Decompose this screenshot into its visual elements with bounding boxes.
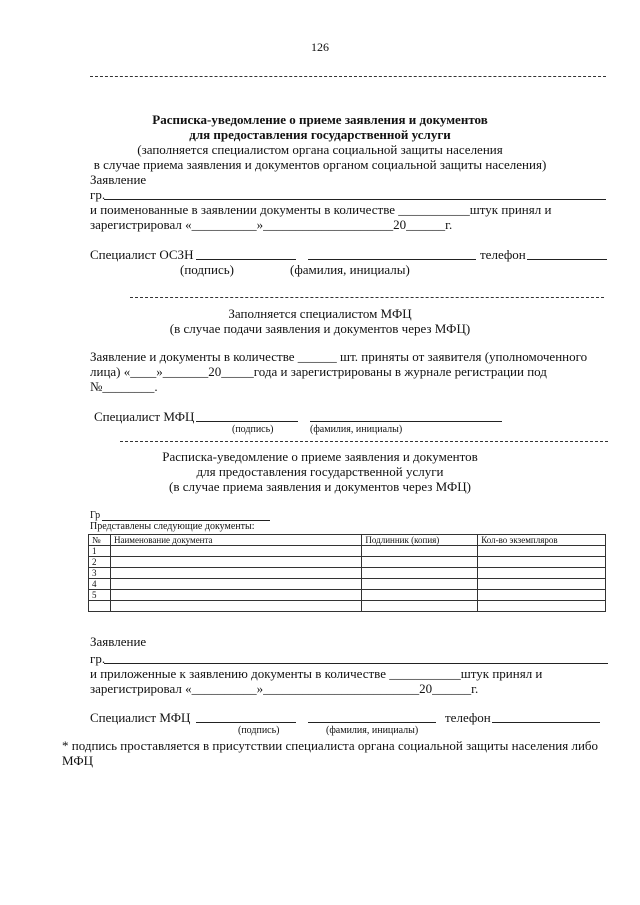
section1-subtitle-line2: в случае приема заявления и документов органом социальной защиты населения) <box>93 157 547 172</box>
section1-name-field <box>308 259 476 260</box>
cell-document-name[interactable] <box>110 557 361 568</box>
section1-specialist-label: Специалист ОСЗН <box>90 247 194 262</box>
section1-statement-label: Заявление <box>90 172 147 187</box>
section3-signature-field <box>196 722 296 723</box>
footnote-line1: * подпись проставляется в присутствии специалиста органа социальной защиты населения либо <box>62 738 599 753</box>
section1-docs-line: и поименованные в заявлении документы в количестве ___________штук принял и <box>90 202 552 217</box>
section1-title-line1: Расписка-уведомление о приеме заявления и документов <box>152 112 488 127</box>
cell-document-name[interactable] <box>110 601 361 612</box>
cell-document-name[interactable] <box>110 568 361 579</box>
cell-copies-count[interactable] <box>478 590 606 601</box>
section1-applicant-field <box>104 199 606 200</box>
section2-signature-field <box>196 421 298 422</box>
cut-line <box>130 297 604 298</box>
table-row <box>89 601 606 612</box>
cell-number: 1 <box>89 546 111 557</box>
section1-gr-label: гр. <box>90 187 106 202</box>
cut-line <box>90 76 606 77</box>
cell-number: 2 <box>89 557 111 568</box>
cell-original-copy[interactable] <box>362 557 478 568</box>
section3-phone-field <box>492 722 600 723</box>
cell-document-name[interactable] <box>110 579 361 590</box>
table-header-row <box>89 535 606 546</box>
section3-title-line1: Расписка-уведомление о приеме заявления и документов <box>162 449 478 464</box>
cell-original-copy[interactable] <box>362 590 478 601</box>
section3-statement-label: Заявление <box>90 634 147 649</box>
section1-title-line2: для предоставления государственной услуги <box>189 127 451 142</box>
section1-subtitle-line1: (заполняется специалистом органа социальной защиты населения <box>137 142 503 157</box>
footnote-line2: МФЦ <box>62 753 94 768</box>
cell-original-copy[interactable] <box>362 546 478 557</box>
table-row <box>89 546 606 557</box>
section3-presented-label: Представлены следующие документы: <box>90 521 255 532</box>
section3-applicant-field-2 <box>104 663 608 664</box>
section2-sign-caption: (подпись) <box>232 424 274 435</box>
documents-table <box>88 534 606 612</box>
cell-number: 3 <box>89 568 111 579</box>
section3-sign-caption: (подпись) <box>238 725 280 736</box>
section2-line3: №________. <box>90 379 158 394</box>
section3-gr2-label: гр. <box>90 651 106 666</box>
table-row <box>89 590 606 601</box>
section3-gr-label: Гр <box>90 510 101 521</box>
section2-title: Заполняется специалистом МФЦ <box>228 306 412 321</box>
section3-title-line3: (в случае приема заявления и документов через МФЦ) <box>168 479 472 494</box>
section1-name-caption: (фамилия, инициалы) <box>290 262 410 277</box>
cell-original-copy[interactable] <box>362 579 478 590</box>
section1-phone-label: телефон <box>480 247 526 262</box>
header-copies-count: Кол-во экземпляров <box>478 535 606 546</box>
cell-copies-count[interactable] <box>478 546 606 557</box>
section2-name-field <box>310 421 502 422</box>
cell-number <box>89 601 111 612</box>
section3-specialist-label: Специалист МФЦ <box>90 710 191 725</box>
cell-copies-count[interactable] <box>478 568 606 579</box>
header-original-copy: Подлинник (копия) <box>362 535 478 546</box>
table-row <box>89 557 606 568</box>
section2-subtitle: (в случае подачи заявления и документов через МФЦ) <box>169 321 471 336</box>
section2-line2: лица) «____»_______20_____года и зарегистрированы в журнале регистрации под <box>90 364 547 379</box>
section3-docs-line: и приложенные к заявлению документы в количестве ___________штук принял и <box>90 666 543 681</box>
cell-copies-count[interactable] <box>478 601 606 612</box>
section1-signature-field <box>196 259 296 260</box>
cell-copies-count[interactable] <box>478 557 606 568</box>
header-document-name: Наименование документа <box>110 535 361 546</box>
cell-original-copy[interactable] <box>362 601 478 612</box>
cell-number: 4 <box>89 579 111 590</box>
section3-phone-label: телефон <box>445 710 491 725</box>
section3-reg-line: зарегистрировал «__________»________________________20______г. <box>90 681 479 696</box>
section2-specialist-label: Специалист МФЦ <box>94 409 195 424</box>
section2-line1: Заявление и документы в количестве ______ шт. приняты от заявителя (уполномоченного <box>90 349 588 364</box>
table-row <box>89 568 606 579</box>
header-number: № <box>89 535 111 546</box>
cell-document-name[interactable] <box>110 546 361 557</box>
cut-line <box>120 441 608 442</box>
cell-number: 5 <box>89 590 111 601</box>
table-row <box>89 579 606 590</box>
section1-sign-caption: (подпись) <box>180 262 234 277</box>
section3-title-line2: для предоставления государственной услуги <box>196 464 444 479</box>
page-number: 126 <box>311 40 329 54</box>
section1-reg-line: зарегистрировал «__________»____________________20______г. <box>90 217 453 232</box>
section2-name-caption: (фамилия, инициалы) <box>310 424 403 435</box>
cell-copies-count[interactable] <box>478 579 606 590</box>
section1-phone-field <box>527 259 607 260</box>
section3-name-field <box>308 722 436 723</box>
cell-original-copy[interactable] <box>362 568 478 579</box>
cell-document-name[interactable] <box>110 590 361 601</box>
section3-name-caption: (фамилия, инициалы) <box>326 725 419 736</box>
